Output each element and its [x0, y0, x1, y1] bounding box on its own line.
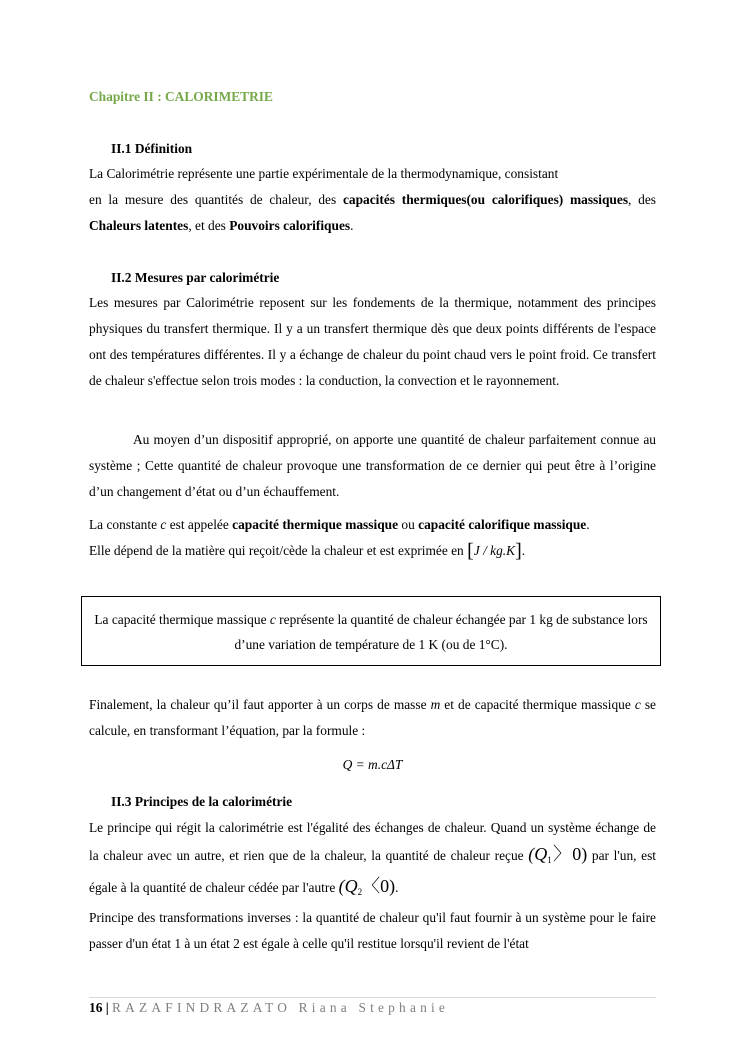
definition-paragraph	[89, 161, 656, 239]
q1-condition: 〉0)	[551, 844, 588, 864]
definition-text-c: , et des	[188, 218, 230, 233]
symbol-c: c	[160, 517, 167, 532]
footer-separator: |	[102, 1000, 113, 1015]
definition-text-b: , des	[628, 192, 657, 207]
q1-subscript: 1	[547, 855, 552, 865]
constant-text-b: est appelée	[166, 517, 233, 532]
constant-text-a: La constante	[89, 517, 161, 532]
term-capacites: capacités thermiques(ou calorifiques) massiques	[342, 192, 629, 207]
final-text-a: Finalement, la chaleur qu’il faut apporter à un corps de masse	[89, 697, 431, 712]
principes-text-b: par l'un, est égale à la quantité de chaleur cédée par l'autre	[89, 848, 656, 895]
footer-divider	[89, 997, 656, 998]
unit-text: Elle dépend de la matière qui reçoit/cède la chaleur et est exprimée en	[89, 543, 468, 558]
mesures-paragraph-1: Les mesures par Calorimétrie reposent sur les fondements de la thermique, notamment des principes physiques du transfert thermique. Il y a un transfert thermique dès que deux points différents de l'espace ont des températures différentes. Il y a échange de chaleur du point chaud vers le point froid. Ce transfert de chaleur s'effectue selon trois modes : la conduction, la convection et le rayonnement.	[89, 295, 656, 388]
constant-paragraph	[89, 512, 656, 564]
heat-formula: Q = m.cΔT	[342, 757, 403, 772]
unit-period: .	[521, 543, 526, 558]
box-text-a: La capacité thermique massique	[94, 612, 270, 627]
box-symbol-c: c	[269, 612, 276, 627]
principes-paragraph-1	[89, 815, 656, 905]
chapter-title: Chapitre II : CALORIMETRIE	[89, 89, 273, 104]
page-number: 16	[89, 1000, 103, 1015]
q2-symbol: (Q	[338, 876, 358, 896]
definition-box	[81, 596, 661, 666]
q2-condition: 〈0)	[362, 876, 396, 896]
mesures-paragraph-2: Au moyen d’un dispositif approprié, on apporte une quantité de chaleur parfaitement connue au système ; Cette quantité de chaleur provoque une transformation de ce dernier qui peut être à l’origine d’un changement d’état ou d’un échauffement.	[89, 432, 656, 499]
q1-symbol: (Q	[528, 844, 548, 864]
bracket-open: [	[467, 540, 474, 562]
final-symbol-c: c	[634, 697, 641, 712]
definition-text-a: en la mesure des quantités de chaleur, des	[89, 192, 343, 207]
term-pouvoirs-calorifiques: Pouvoirs calorifiques	[229, 218, 351, 233]
q1-expression	[528, 844, 587, 864]
section-title-principes: II.3 Principes de la calorimétrie	[111, 794, 293, 809]
definition-text-d: .	[350, 218, 354, 233]
q2-expression	[338, 876, 399, 897]
page-footer	[89, 1000, 449, 1016]
section-title-definition: II.1 Définition	[111, 141, 193, 156]
definition-line1: La Calorimétrie représente une partie expérimentale de la thermodynamique, consistant	[89, 166, 559, 181]
q2-subscript: 2	[357, 887, 363, 897]
final-text-b: et de capacité thermique massique	[440, 697, 635, 712]
footer-author: RAZAFINDRAZATO Riana Stephanie	[112, 1000, 450, 1015]
bracket-close: ]	[515, 540, 522, 562]
constant-text-d: .	[586, 517, 590, 532]
box-text-b: représente la quantité de chaleur échangée par 1 kg de substance lors d’une variation de température de 1 K (ou de 1°C).	[234, 612, 648, 652]
principes-text-a: Le principe qui régit la calorimétrie est l'égalité des échanges de chaleur. Quand un système échange de la chaleur avec un autre, et rien que de la chaleur, la quantité de chaleur reçue	[89, 820, 656, 863]
term-capacite-calorifique: capacité calorifique massique	[418, 517, 587, 532]
term-chaleurs-latentes: Chaleurs latentes	[89, 218, 189, 233]
section-title-mesures: II.2 Mesures par calorimétrie	[111, 270, 280, 285]
final-paragraph	[89, 692, 656, 744]
term-capacite-thermique: capacité thermique massique	[232, 517, 399, 532]
final-text-c: se calcule, en transformant l’équation, par la formule :	[89, 697, 656, 738]
symbol-m: m	[430, 697, 441, 712]
principes-text-c: .	[395, 880, 399, 895]
principes-paragraph-2: Principe des transformations inverses : la quantité de chaleur qu'il faut fournir à un système pour le faire passer d'un état 1 à un état 2 est égale à celle qu'il restitue lorsqu'il revient de l'état	[89, 910, 656, 951]
unit-value: J / kg.K	[473, 543, 516, 558]
constant-text-c: ou	[398, 517, 419, 532]
